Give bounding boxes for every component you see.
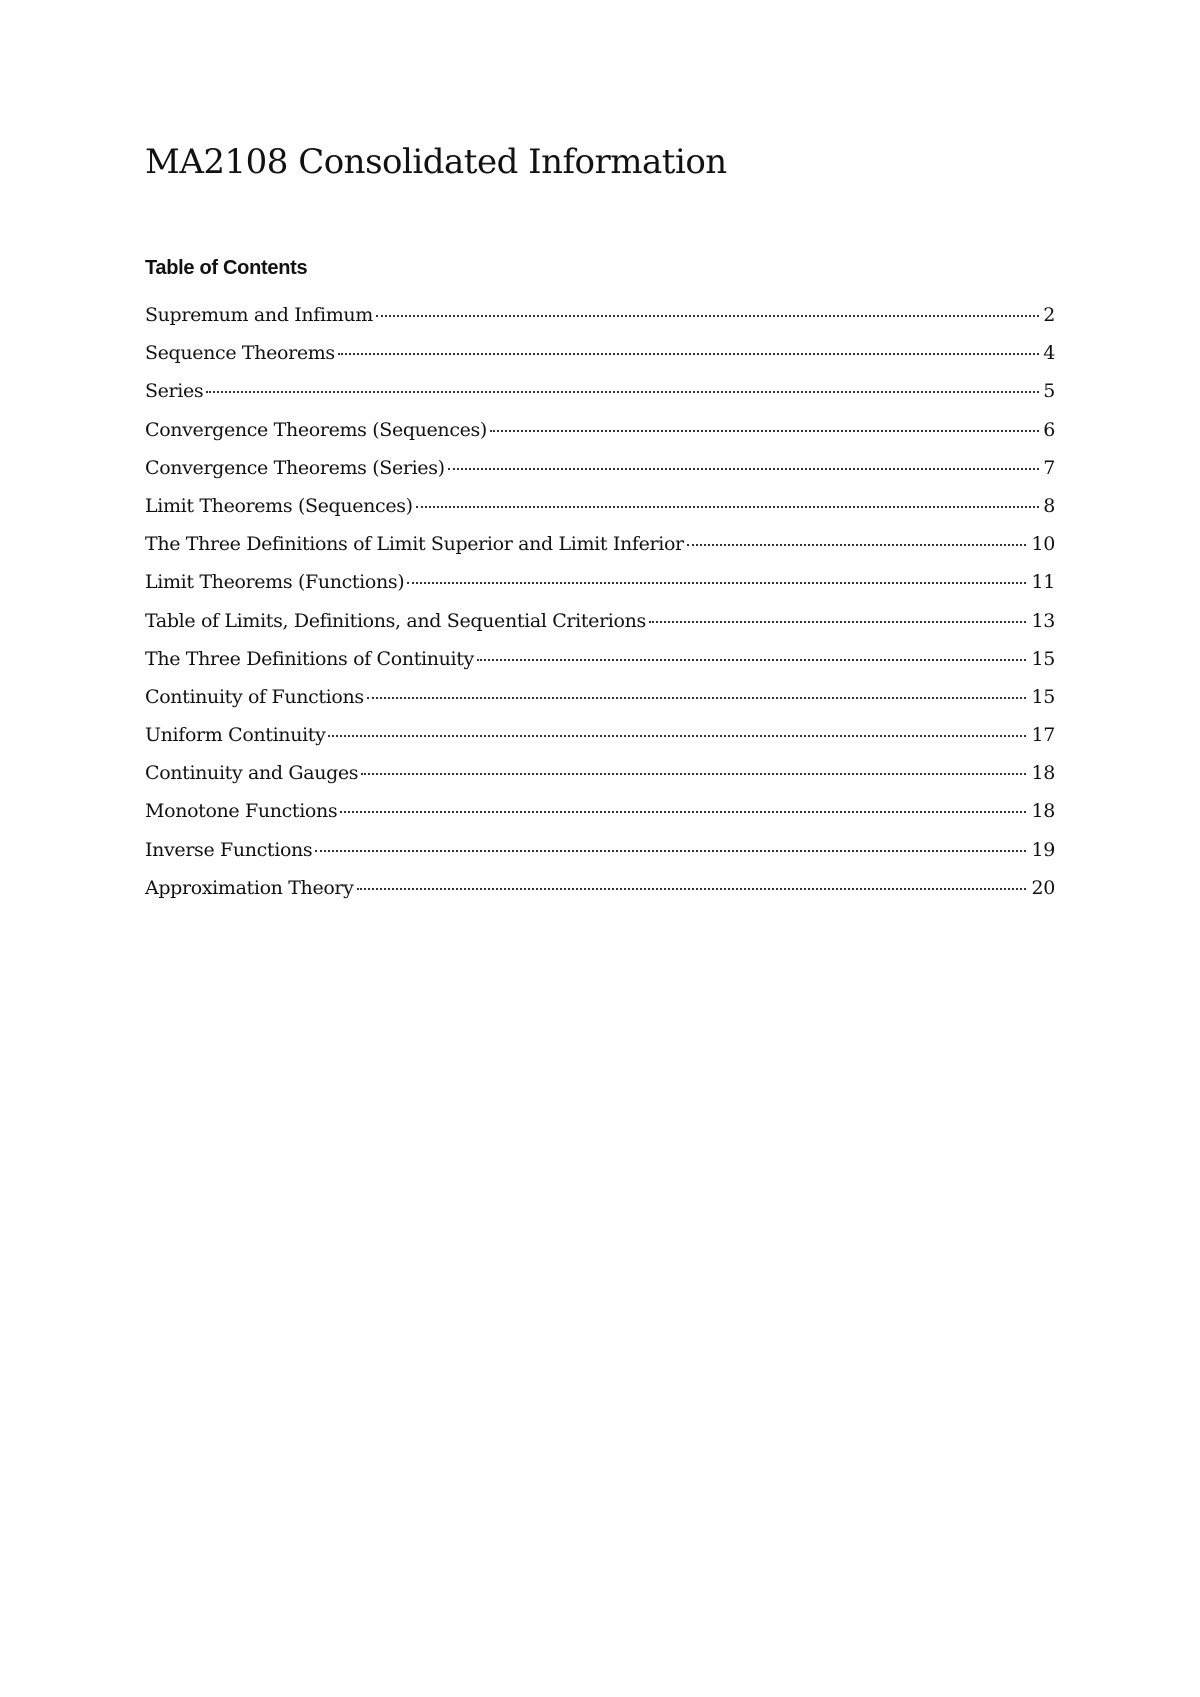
toc-entry-page-number: 10: [1031, 533, 1055, 556]
toc-entry-limit-superior-and-inferior[interactable]: [145, 533, 1055, 571]
toc-entry-page-number: 18: [1031, 762, 1055, 785]
dot-leader: [315, 850, 1025, 852]
toc-entry-page-number: 19: [1031, 838, 1055, 861]
toc-entry-page-number: 11: [1031, 571, 1055, 594]
toc-entry-table-of-limits[interactable]: [145, 610, 1055, 648]
toc-entry-label: Uniform Continuity: [145, 724, 326, 747]
toc-entry-continuity-and-gauges[interactable]: [145, 762, 1055, 800]
toc-entry-page-number: 13: [1031, 609, 1055, 632]
toc-entry-continuity-of-functions[interactable]: [145, 686, 1055, 724]
toc-entry-page-number: 20: [1031, 876, 1055, 899]
toc-entry-page-number: 4: [1043, 342, 1055, 365]
dot-leader: [407, 582, 1025, 584]
table-of-contents: [145, 304, 1055, 915]
toc-entry-monotone-functions[interactable]: [145, 800, 1055, 838]
toc-entry-page-number: 5: [1043, 380, 1055, 403]
dot-leader: [376, 315, 1039, 317]
dot-leader: [448, 468, 1039, 470]
dot-leader: [687, 544, 1026, 546]
dot-leader: [490, 430, 1039, 432]
toc-entry-label: Limit Theorems (Functions): [145, 571, 405, 594]
dot-leader: [206, 391, 1039, 393]
toc-entry-convergence-theorems-series[interactable]: [145, 457, 1055, 495]
toc-entry-definitions-of-continuity[interactable]: [145, 648, 1055, 686]
toc-entry-label: Continuity of Functions: [145, 685, 364, 708]
toc-entry-label: Continuity and Gauges: [145, 762, 359, 785]
dot-leader: [340, 811, 1025, 813]
toc-entry-approximation-theory[interactable]: [145, 877, 1055, 915]
dot-leader: [416, 506, 1039, 508]
toc-entry-label: Convergence Theorems (Sequences): [145, 418, 487, 441]
toc-entry-limit-theorems-sequences[interactable]: [145, 495, 1055, 533]
dot-leader: [338, 353, 1039, 355]
document-title: MA2108 Consolidated Information: [145, 142, 727, 182]
dot-leader: [367, 697, 1026, 699]
toc-entry-label: Series: [145, 380, 204, 403]
toc-entry-page-number: 15: [1031, 647, 1055, 670]
dot-leader: [649, 621, 1026, 623]
toc-entry-uniform-continuity[interactable]: [145, 724, 1055, 762]
toc-entry-sequence-theorems[interactable]: [145, 342, 1055, 380]
toc-entry-inverse-functions[interactable]: [145, 839, 1055, 877]
toc-entry-label: Inverse Functions: [145, 838, 313, 861]
toc-entry-page-number: 6: [1043, 418, 1055, 441]
toc-entry-convergence-theorems-sequences[interactable]: [145, 419, 1055, 457]
toc-entry-limit-theorems-functions[interactable]: [145, 571, 1055, 609]
dot-leader: [477, 659, 1026, 661]
toc-entry-series[interactable]: [145, 380, 1055, 418]
toc-entry-page-number: 17: [1031, 724, 1055, 747]
toc-entry-supremum-and-infimum[interactable]: [145, 304, 1055, 342]
dot-leader: [357, 888, 1026, 890]
dot-leader: [361, 773, 1025, 775]
toc-entry-label: Monotone Functions: [145, 800, 338, 823]
toc-entry-page-number: 2: [1043, 304, 1055, 326]
toc-entry-page-number: 8: [1043, 494, 1055, 517]
toc-entry-label: Convergence Theorems (Series): [145, 456, 445, 479]
toc-entry-label: The Three Definitions of Continuity: [145, 647, 474, 670]
toc-entry-label: Supremum and Infimum: [145, 304, 373, 326]
toc-entry-label: Table of Limits, Definitions, and Sequential Criterions: [145, 609, 646, 632]
toc-entry-label: The Three Definitions of Limit Superior and Limit Inferior: [145, 533, 684, 556]
toc-entry-label: Approximation Theory: [145, 876, 354, 899]
toc-entry-label: Sequence Theorems: [145, 342, 335, 365]
toc-entry-page-number: 18: [1031, 800, 1055, 823]
toc-entry-label: Limit Theorems (Sequences): [145, 494, 413, 517]
toc-heading: Table of Contents: [145, 257, 308, 279]
toc-entry-page-number: 7: [1043, 456, 1055, 479]
dot-leader: [328, 735, 1025, 737]
toc-entry-page-number: 15: [1031, 685, 1055, 708]
